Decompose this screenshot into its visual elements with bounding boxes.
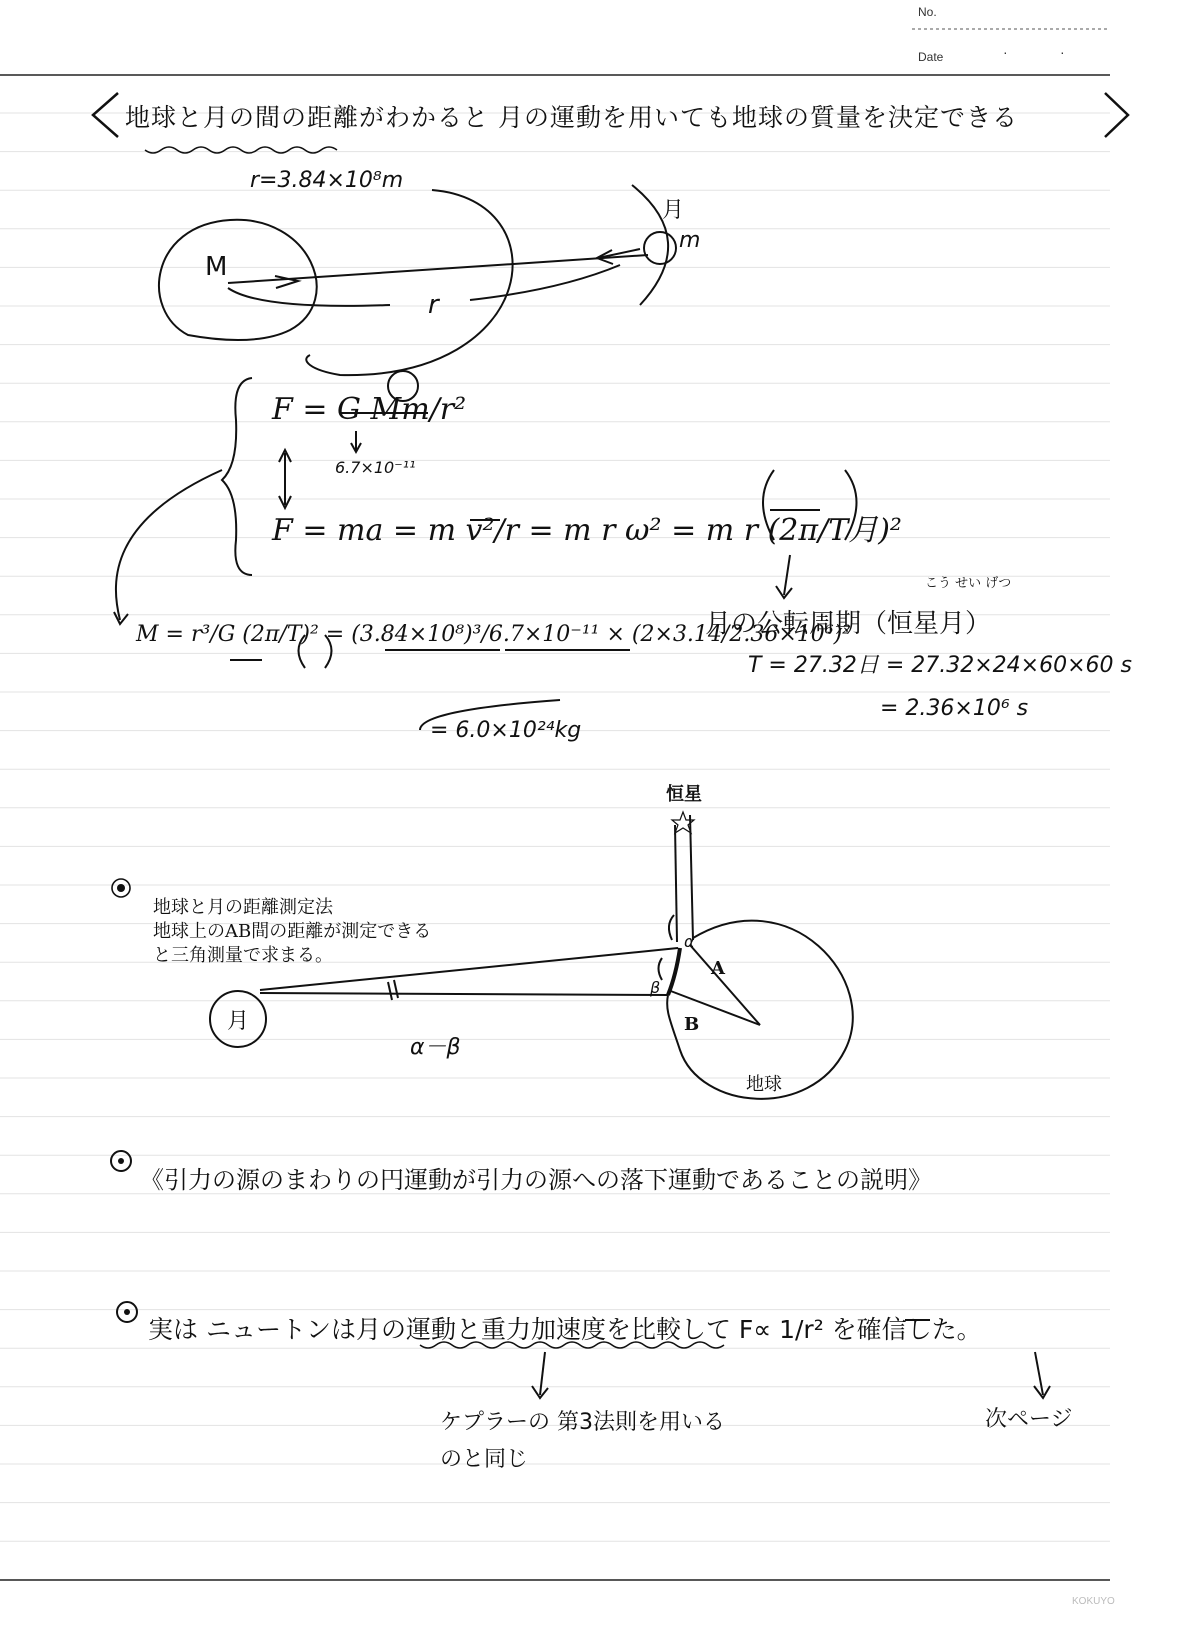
mass-result: = 6.0×10²⁴kg — [430, 718, 582, 743]
period-title: 月の公転周期（恒星月） — [705, 609, 992, 639]
moon-label-small: 月 — [227, 1009, 250, 1034]
r-value-pointer — [306, 190, 512, 375]
earth-moon-diagram — [159, 185, 676, 375]
angle-diff-label: α－β — [410, 1035, 461, 1060]
period-ruby: こう せい げつ — [925, 576, 1012, 591]
moon-circle — [644, 232, 676, 264]
period-pointer — [784, 555, 790, 595]
beta-label: β — [650, 978, 661, 997]
earth-mass-label: M — [205, 252, 228, 282]
period-result: = 2.36×10⁶ s — [880, 696, 1029, 721]
angle-mark — [388, 982, 392, 1000]
r-label: r — [428, 290, 439, 320]
brand-logo: KOKUYO — [1072, 1596, 1115, 1607]
brace-lower-right — [470, 265, 620, 300]
gravity-equation: F = G Mm/r² — [272, 392, 467, 427]
ruled-lines — [0, 113, 1110, 1580]
radius-a — [690, 945, 760, 1025]
earth-label: 地球 — [746, 1074, 782, 1095]
section-2-heading: 《引力の源のまわりの円運動が引力の源への落下運動であることの説明》 — [140, 1166, 932, 1194]
date-label: Date — [918, 50, 944, 64]
next-page-note: 次ページ — [985, 1407, 1073, 1432]
motion-equation: F = ma = m v²/r = m r ω² = m r (2π/T月)² — [272, 513, 902, 548]
r-value: r=3.84×10⁸m — [250, 168, 404, 193]
g-value: 6.7×10⁻¹¹ — [335, 458, 416, 477]
moon-mass-label: m — [679, 228, 701, 253]
no-label: No. — [918, 5, 937, 19]
note-pointer — [540, 1352, 545, 1395]
kepler-note-2: のと同じ — [440, 1447, 529, 1472]
alpha-label: α — [684, 932, 695, 951]
equation-annotations — [114, 371, 857, 730]
page-title: 地球と月の間の距離がわかると 月の運動を用いても地球の質量を決定できる — [125, 103, 1018, 132]
kepler-note: ケプラーの 第3法則を用いる — [440, 1410, 725, 1435]
point-b-label: B — [684, 1014, 700, 1035]
arc-AB — [668, 948, 680, 995]
moon-label: 月 — [662, 198, 685, 223]
sightline-b — [260, 993, 668, 995]
date-dot-1: · — [1003, 44, 1008, 60]
method-line-3: と三角測量で求まる。 — [153, 945, 333, 966]
point-a-label: A — [711, 958, 725, 979]
date-dot-2: · — [1060, 44, 1065, 60]
title-right-bracket — [1105, 93, 1128, 137]
method-line-2: 地球上のAB間の距離が測定できる — [153, 921, 432, 942]
mass-equation: M = r³/G (2π/T)² = (3.84×10⁸)³/6.7×10⁻¹¹ × (2×3.14/2.36×10⁶)² — [136, 622, 851, 647]
star-ray-a — [675, 825, 677, 942]
M-pointer — [116, 470, 222, 620]
method-line-1: 地球と月の距離測定法 — [153, 897, 333, 918]
equation-brace — [222, 378, 252, 575]
radius-b — [668, 990, 760, 1025]
star-label: 恒星 — [666, 784, 702, 805]
section-3-statement: 実は ニュートンは月の運動と重力加速度を比較して F∝ 1/r² を確信した。 — [148, 1315, 982, 1344]
brace-lower-left — [228, 288, 390, 306]
period-value: T = 27.32日 = 27.32×24×60×60 s — [748, 653, 1132, 678]
title-left-bracket — [93, 93, 118, 137]
